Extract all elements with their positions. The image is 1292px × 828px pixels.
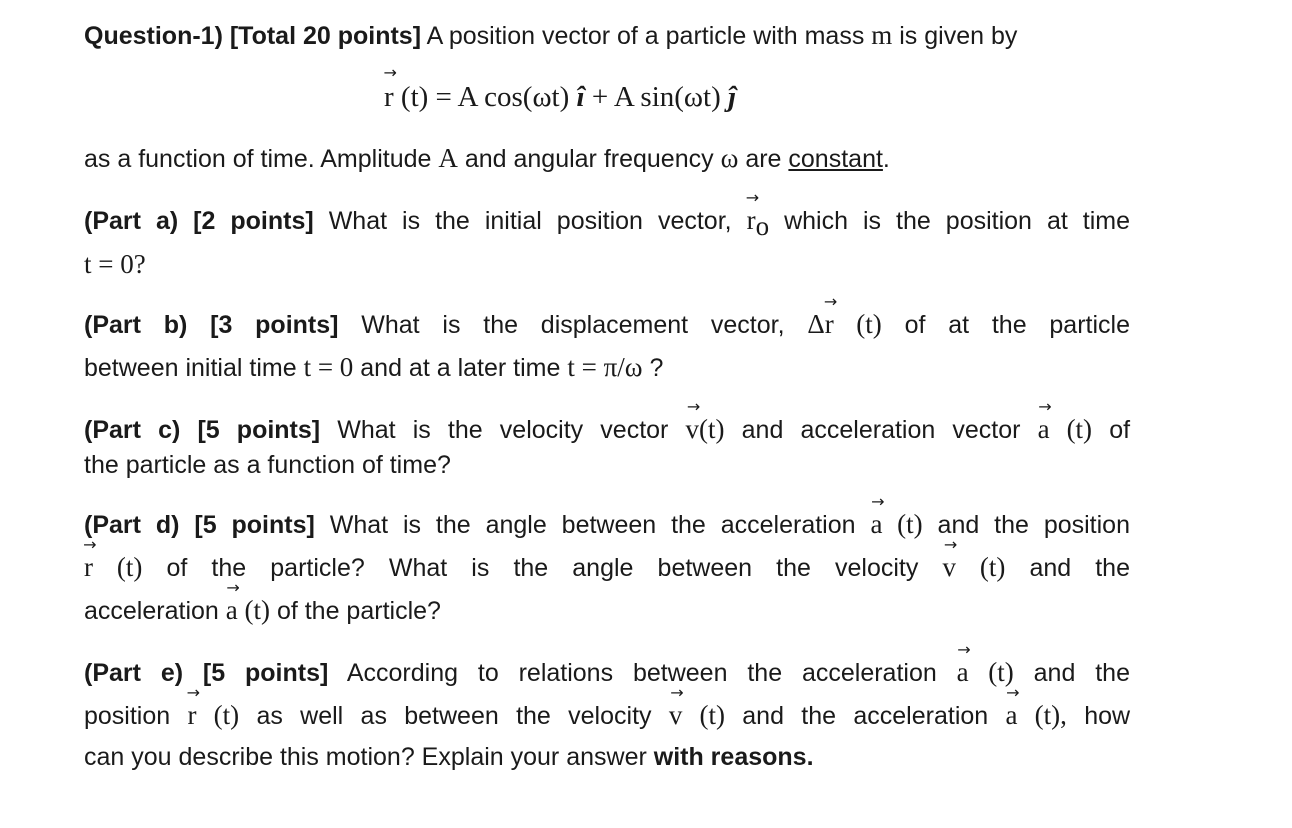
part-d-line2-a: of the particle? What is the angle between the velocity (166, 554, 919, 582)
subscript-o: o (755, 211, 770, 241)
part-d-line3-b: of the particle? (276, 597, 441, 625)
part-c-text-2: and acceleration vector (741, 416, 1021, 444)
part-b-label: (Part b) [3 points] (84, 311, 339, 339)
part-b-text-1: What is the displacement vector, (361, 311, 785, 339)
vector-arrow-icon: → (745, 188, 760, 207)
after-eq-text-3: are (745, 145, 782, 173)
acceleration-vector: a → (t) (870, 492, 923, 539)
vector-arrow-icon: → (871, 492, 885, 511)
position-vector: r → (t) (186, 683, 240, 730)
constant-word: constant (788, 145, 883, 173)
after-eq-text-2: and angular frequency (464, 145, 714, 173)
vector-arrow-icon: → (226, 578, 240, 597)
part-b-text-2: of at the particle (904, 311, 1130, 339)
part-c-line2-text: the particle as a function of time? (84, 451, 451, 479)
part-a-line-1 (84, 188, 1131, 241)
acceleration-vector: a → (t) (1037, 397, 1093, 444)
acceleration-vector: a → (t), (1005, 683, 1067, 730)
velocity-vector: v → (t) (685, 397, 725, 444)
mass-symbol: m (871, 20, 893, 50)
equation-lhs-arg: (t) = A cos(ωt) (400, 81, 570, 113)
part-d-text-1: What is the angle between the acceleration (329, 511, 856, 539)
velocity-vector: v → (t) (942, 535, 1006, 582)
part-e-line-3 (84, 742, 814, 772)
after-eq-text-1: as a function of time. Amplitude (84, 145, 432, 173)
part-d-text-2: and the position (937, 511, 1130, 539)
period: . (882, 145, 890, 173)
question-after-equation (84, 143, 890, 174)
part-d-line-3 (84, 578, 441, 626)
amplitude-symbol: A (438, 143, 458, 173)
part-a-time-zero: t = 0? (84, 249, 146, 279)
part-b-line2-b: and at a later time (360, 354, 561, 382)
part-e-line2-a: position (84, 702, 171, 730)
part-b-line2-a: between initial time (84, 354, 297, 382)
vector-arrow-icon: → (383, 63, 397, 82)
vector-arrow-icon: → (186, 683, 201, 702)
displacement-vector: Δr → (t) (807, 292, 882, 339)
vector-arrow-icon: → (823, 292, 838, 311)
part-b-line-2 (84, 352, 663, 383)
vector-arrow-icon: → (686, 397, 701, 416)
unit-vector-i: î (576, 81, 585, 113)
part-d-line-1 (84, 492, 1130, 540)
part-e-line-2 (84, 683, 1131, 731)
part-e-line-1 (84, 640, 1130, 688)
vector-arrow-icon: → (670, 683, 684, 702)
part-a-label: (Part a) [2 points] (84, 207, 314, 235)
part-c-label: (Part c) [5 points] (84, 416, 321, 444)
part-c-line-2 (84, 450, 451, 480)
velocity-vector: v → (t) (668, 683, 725, 730)
part-b-line-1 (84, 292, 1130, 340)
part-b-question-mark: ? (649, 354, 664, 382)
initial-time: t = 0 (303, 352, 354, 382)
question-title: Question-1) [Total 20 points] (84, 22, 422, 50)
part-d-line3-a: acceleration (84, 597, 219, 625)
position-equation (383, 63, 737, 114)
later-time: t = π/ω (567, 352, 643, 382)
part-a-text-1: What is the initial position vector, (328, 207, 732, 235)
vector-arrow-icon: → (83, 535, 97, 554)
acceleration-vector: a → (t) (225, 578, 270, 625)
acceleration-vector: a → (t) (956, 640, 1014, 687)
vector-r: r → (383, 63, 397, 113)
part-e-line2-d: how (1084, 702, 1131, 730)
question-intro: A position vector of a particle with mass (426, 22, 865, 50)
vector-arrow-icon: → (1006, 683, 1020, 702)
part-a-line-2 (84, 249, 146, 280)
unit-vector-j: ĵ (727, 81, 737, 113)
part-e-text-1: According to relations between the acceleration (346, 659, 937, 687)
part-e-line2-c: and the acceleration (742, 702, 989, 730)
part-c-line-1 (84, 397, 1131, 445)
part-c-text-1: What is the velocity vector (337, 416, 669, 444)
part-e-line3-a: can you describe this motion? Explain your answer (84, 743, 647, 771)
part-d-label: (Part d) [5 points] (84, 511, 315, 539)
part-e-text-2: and the (1033, 659, 1130, 687)
omega-symbol: ω (720, 143, 739, 173)
part-d-line-2 (83, 535, 1130, 583)
part-a-text-2: which is the position at time (784, 207, 1131, 235)
equation-middle: + A sin(ωt) (591, 81, 721, 113)
vector-arrow-icon: → (1038, 397, 1052, 416)
part-e-line2-b: as well as between the velocity (256, 702, 652, 730)
question-header (84, 20, 1017, 51)
question-intro-end: is given by (899, 22, 1018, 50)
position-vector: r → (t) (83, 535, 143, 582)
part-c-text-3: of (1109, 416, 1131, 444)
vector-arrow-icon: → (943, 535, 958, 554)
part-e-line3-bold: with reasons. (653, 743, 814, 771)
part-d-line2-b: and the (1029, 554, 1130, 582)
vector-arrow-icon: → (957, 640, 971, 659)
vector-r0: r → (745, 188, 760, 235)
part-e-label: (Part e) [5 points] (84, 659, 329, 687)
